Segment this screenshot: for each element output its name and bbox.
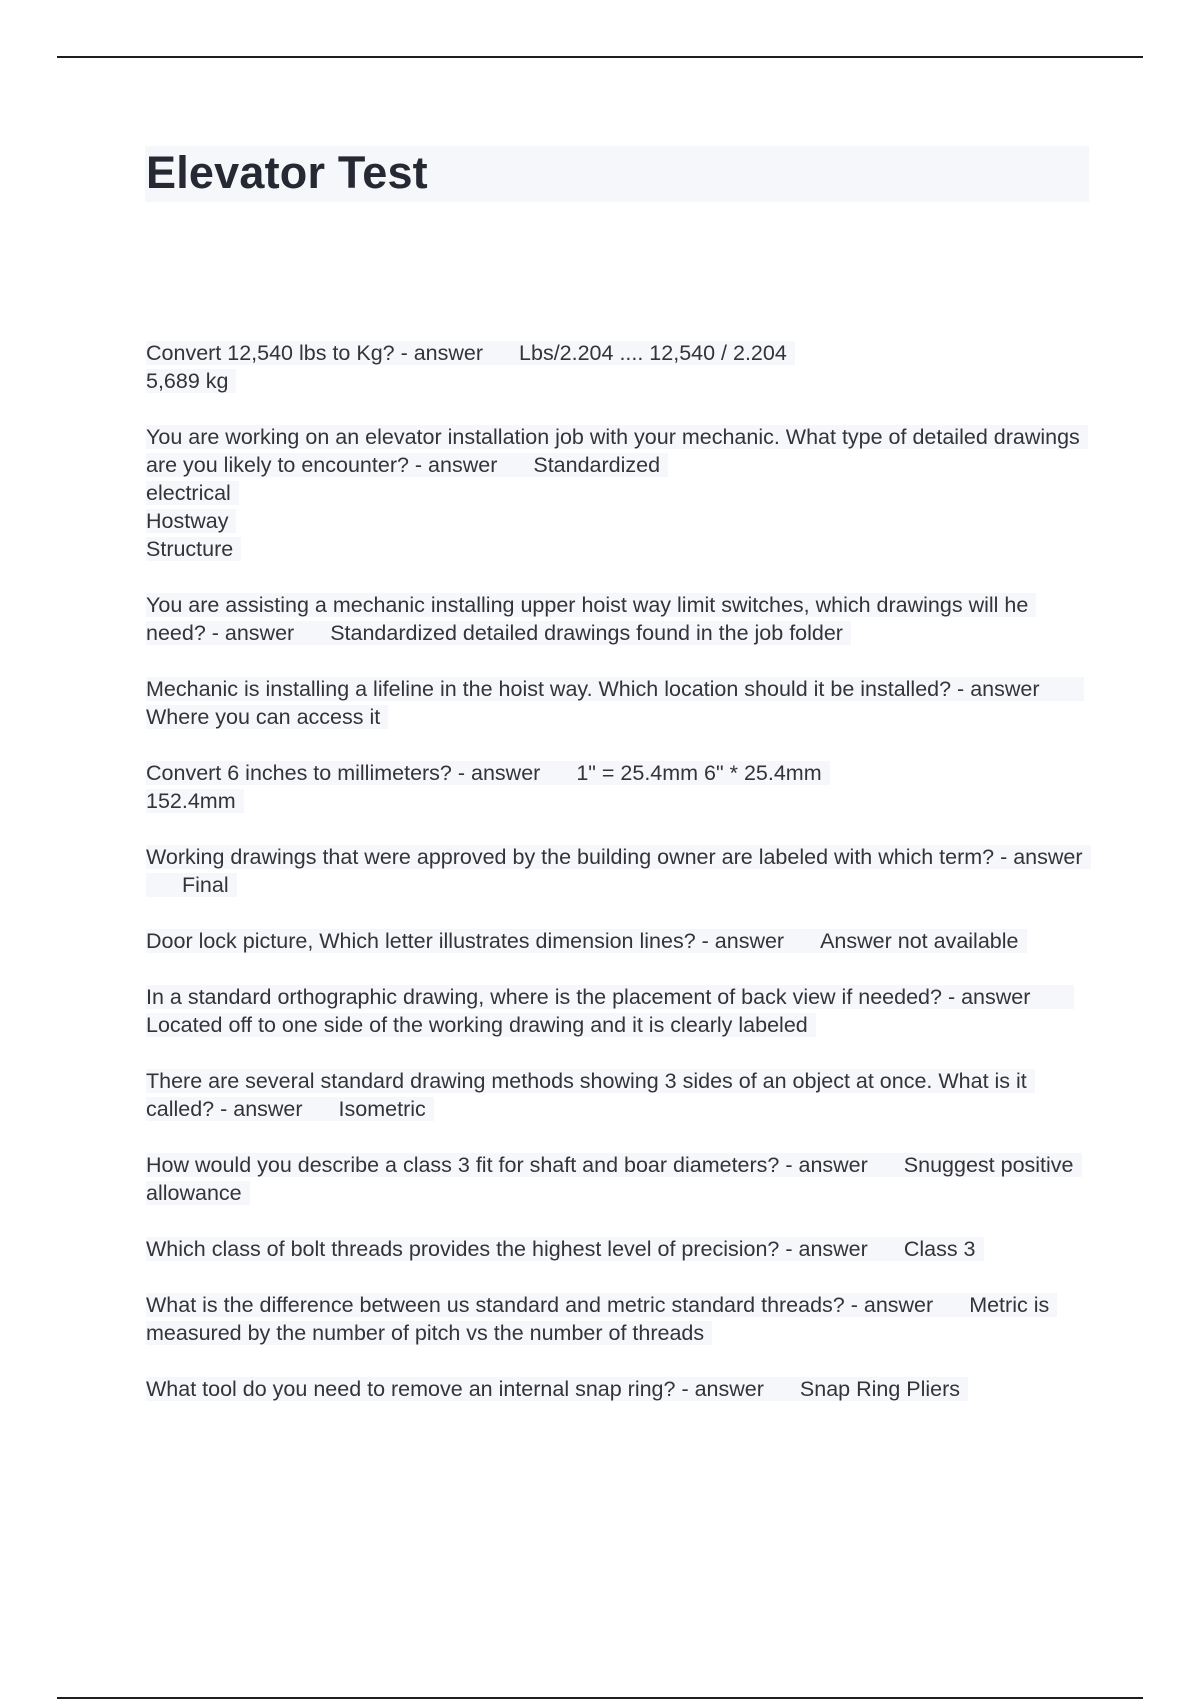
answer-text: Standardized detailed drawings found in the job folder (330, 621, 843, 645)
qa-item (146, 423, 1086, 563)
question-text: Mechanic is installing a lifeline in the hoist way. Which location should it be installed? - answer (146, 677, 1040, 701)
qa-item (146, 1375, 1086, 1403)
qa-item (146, 675, 1086, 731)
question-text: You are assisting a mechanic installing upper hoist way limit switches, which drawings will he need? - answer (146, 593, 1029, 645)
answer-text: 1" = 25.4mm 6" * 25.4mm (576, 761, 822, 785)
answer-text: 5,689 kg (146, 369, 236, 393)
qa-item (146, 843, 1086, 899)
question-text: What tool do you need to remove an internal snap ring? - answer (146, 1377, 764, 1401)
qa-list (146, 339, 1086, 1431)
question-text: In a standard orthographic drawing, where is the placement of back view if needed? - answer (146, 985, 1031, 1009)
answer-text: Structure (146, 537, 241, 561)
question-text: Door lock picture, Which letter illustrates dimension lines? - answer (146, 929, 785, 953)
answer-text: Answer not available (820, 929, 1019, 953)
page-title: Elevator Test (146, 147, 428, 198)
question-text: Which class of bolt threads provides the highest level of precision? - answer (146, 1237, 868, 1261)
answer-text: Where you can access it (146, 705, 381, 729)
answer-text: Snap Ring Pliers (799, 1377, 961, 1401)
question-text: There are several standard drawing methods showing 3 sides of an object at once. What is it called? - answer (146, 1069, 1027, 1121)
top-rule (57, 56, 1143, 58)
qa-item (146, 1291, 1086, 1347)
answer-text: Located off to one side of the working drawing and it is clearly labeled (146, 1013, 808, 1037)
qa-item (146, 927, 1086, 955)
answer-text: Snuggest positive allowance (146, 1153, 1074, 1205)
answer-text: Lbs/2.204 .... 12,540 / 2.204 (519, 341, 787, 365)
answer-text: Standardized (533, 453, 661, 477)
question-text: What is the difference between us standard and metric standard threads? - answer (146, 1293, 934, 1317)
answer-text: electrical (146, 481, 239, 505)
question-text: You are working on an elevator installation job with your mechanic. What type of detailed drawings are you likely to encounter? - answer (146, 425, 1080, 477)
answer-text: Metric is measured by the number of pitch vs the number of threads (146, 1293, 1050, 1345)
answer-text: 152.4mm (146, 789, 244, 813)
qa-item (146, 1067, 1086, 1123)
answer-text: Final (182, 873, 229, 897)
qa-item (146, 339, 1086, 395)
qa-item (146, 1235, 1086, 1263)
question-text: Working drawings that were approved by the building owner are labeled with which term? - answer (146, 845, 1083, 869)
qa-item (146, 983, 1086, 1039)
question-text: Convert 12,540 lbs to Kg? - answer (146, 341, 484, 365)
question-text: Convert 6 inches to millimeters? - answer (146, 761, 541, 785)
qa-item (146, 1151, 1086, 1207)
question-text: How would you describe a class 3 fit for shaft and boar diameters? - answer (146, 1153, 868, 1177)
answer-text: Isometric (338, 1097, 426, 1121)
answer-text: Hostway (146, 509, 236, 533)
qa-item (146, 759, 1086, 815)
answer-text: Class 3 (903, 1237, 976, 1261)
qa-item (146, 591, 1086, 647)
bottom-rule (57, 1697, 1143, 1699)
